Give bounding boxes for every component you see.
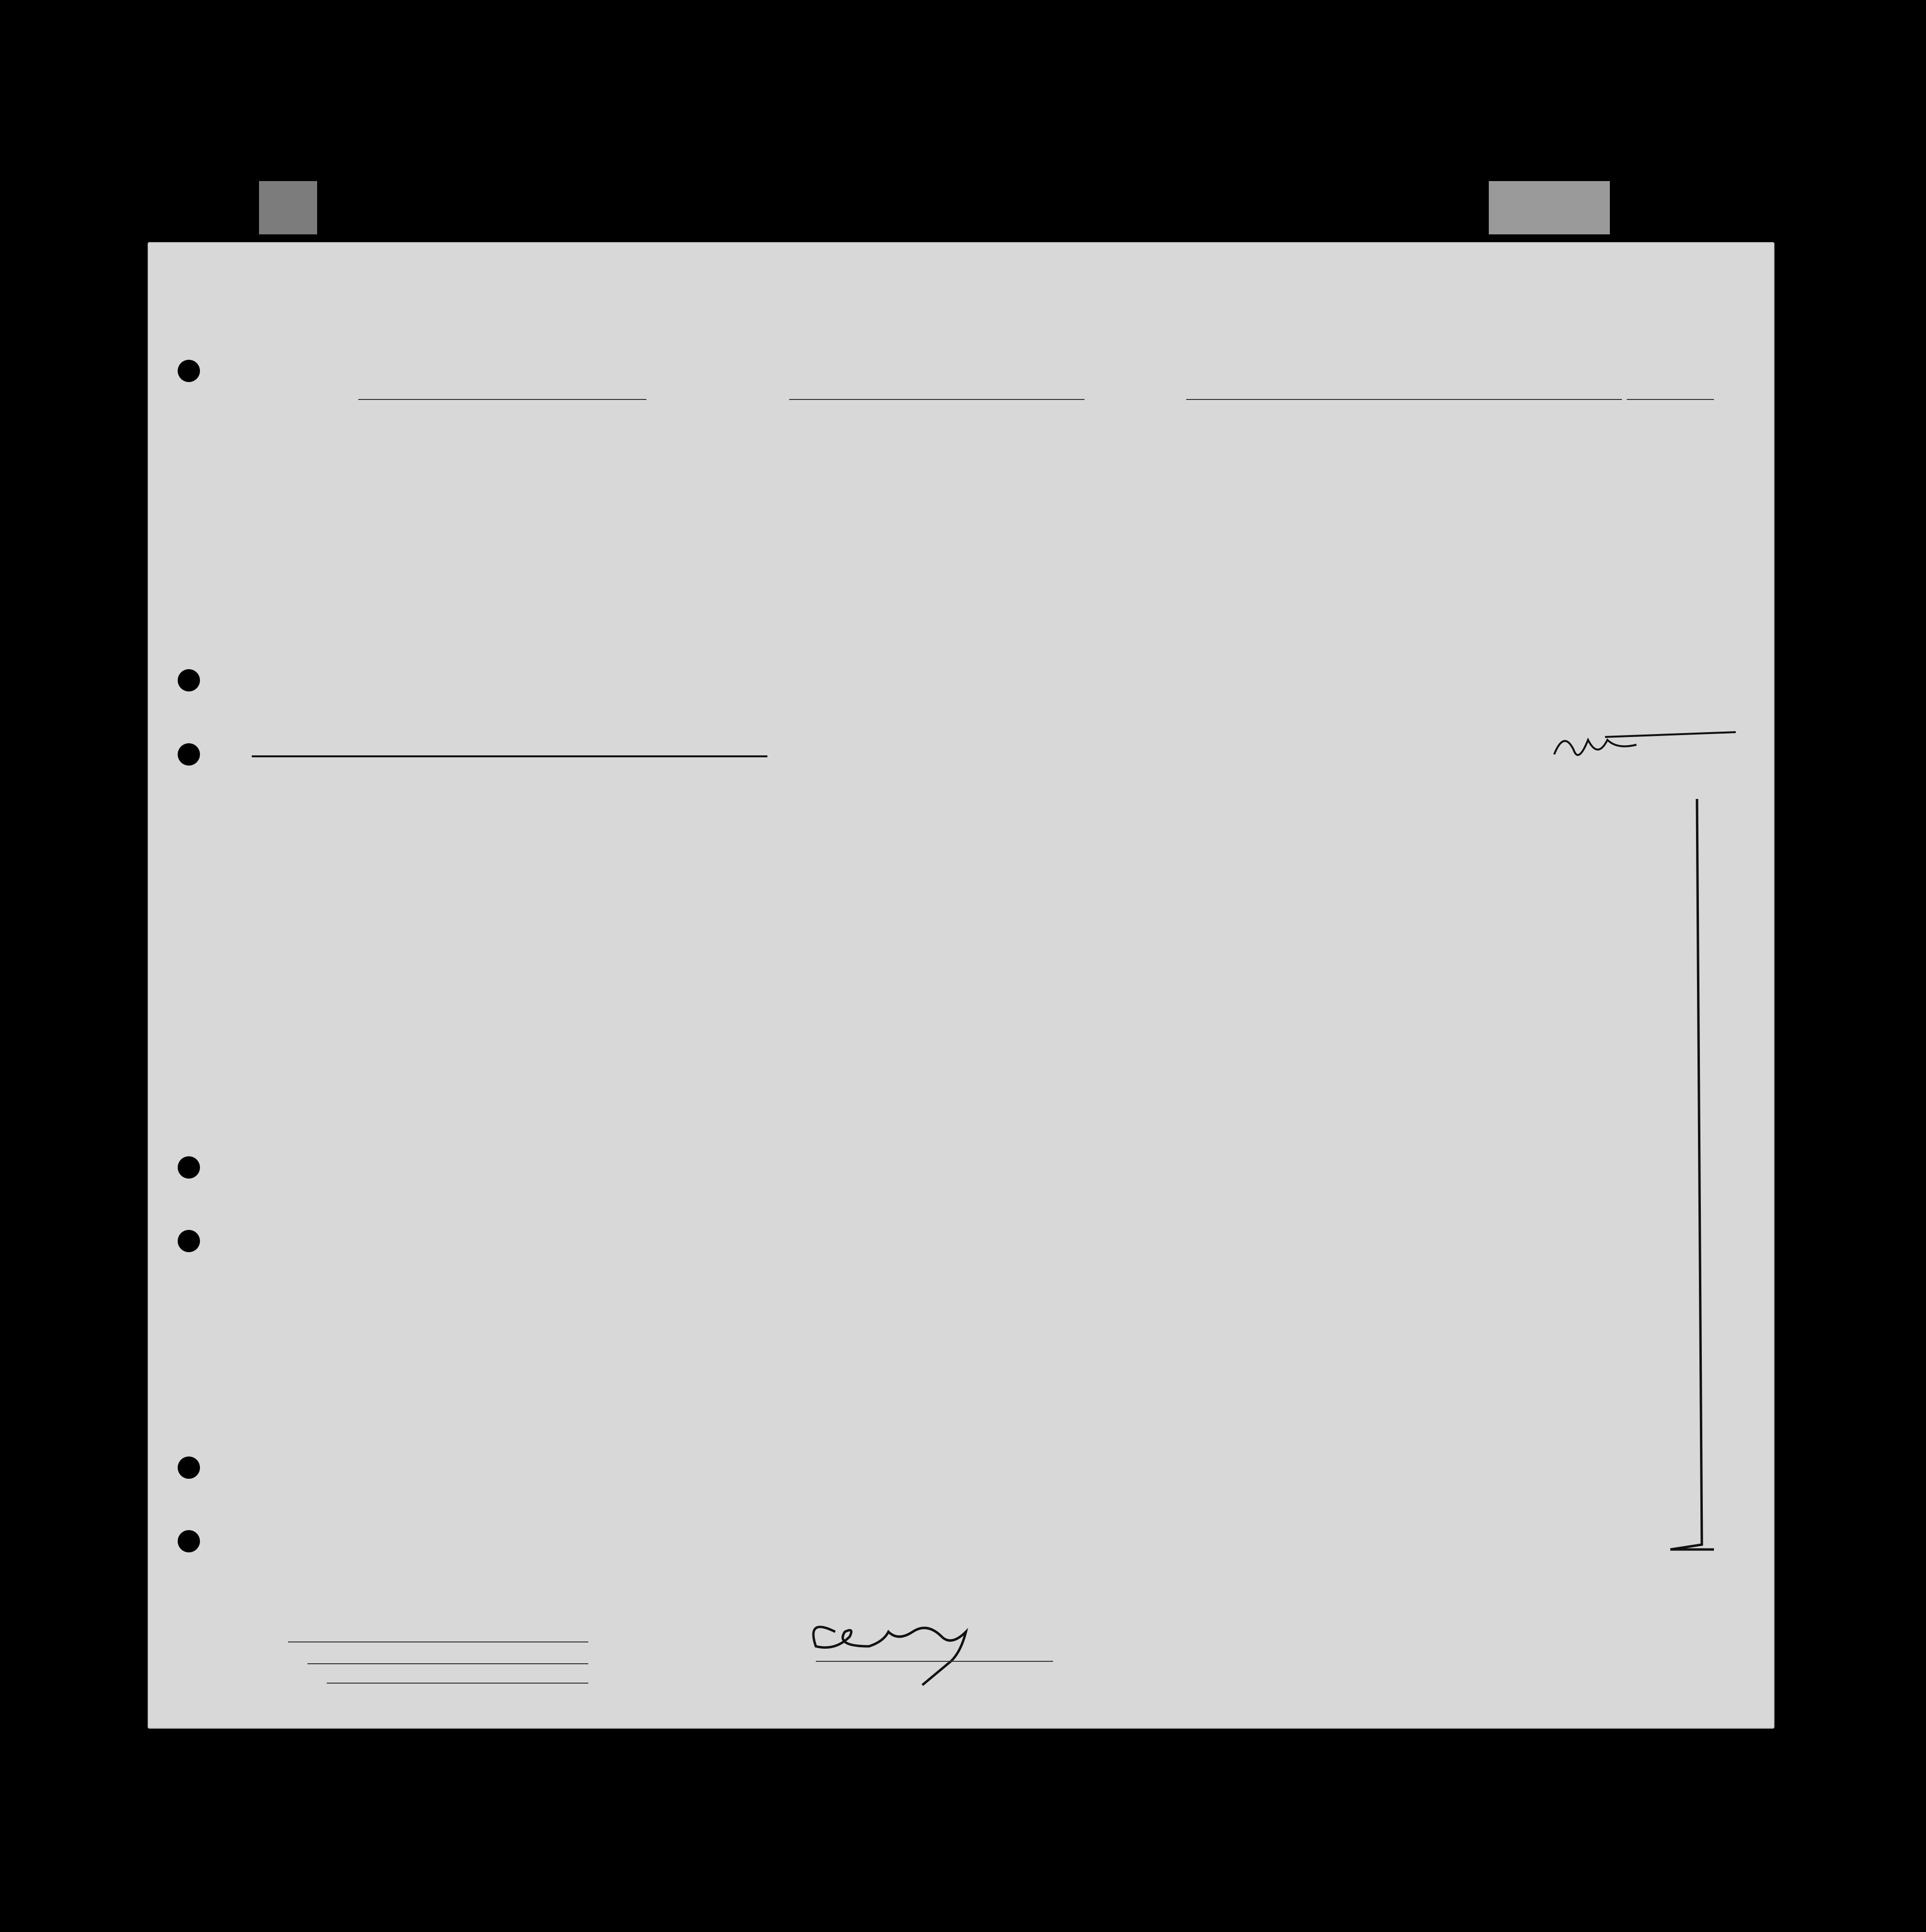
paper-tab <box>1489 181 1610 234</box>
manifest-sheet <box>148 242 1774 1729</box>
handwriting-overlay <box>148 242 1774 1729</box>
punch-hole <box>178 1230 200 1252</box>
punch-hole <box>178 1530 200 1552</box>
punch-hole <box>178 669 200 691</box>
paper-tab <box>259 181 317 234</box>
manifest-footer <box>148 1569 1774 1729</box>
bracket-line <box>1670 799 1714 1549</box>
initials-mark <box>1554 740 1636 755</box>
punch-hole <box>178 360 200 382</box>
punch-hole <box>178 1457 200 1479</box>
strike-line <box>1605 732 1736 737</box>
punch-hole <box>178 1156 200 1179</box>
punch-hole <box>178 743 200 766</box>
film-edge-marking <box>726 10 1912 63</box>
